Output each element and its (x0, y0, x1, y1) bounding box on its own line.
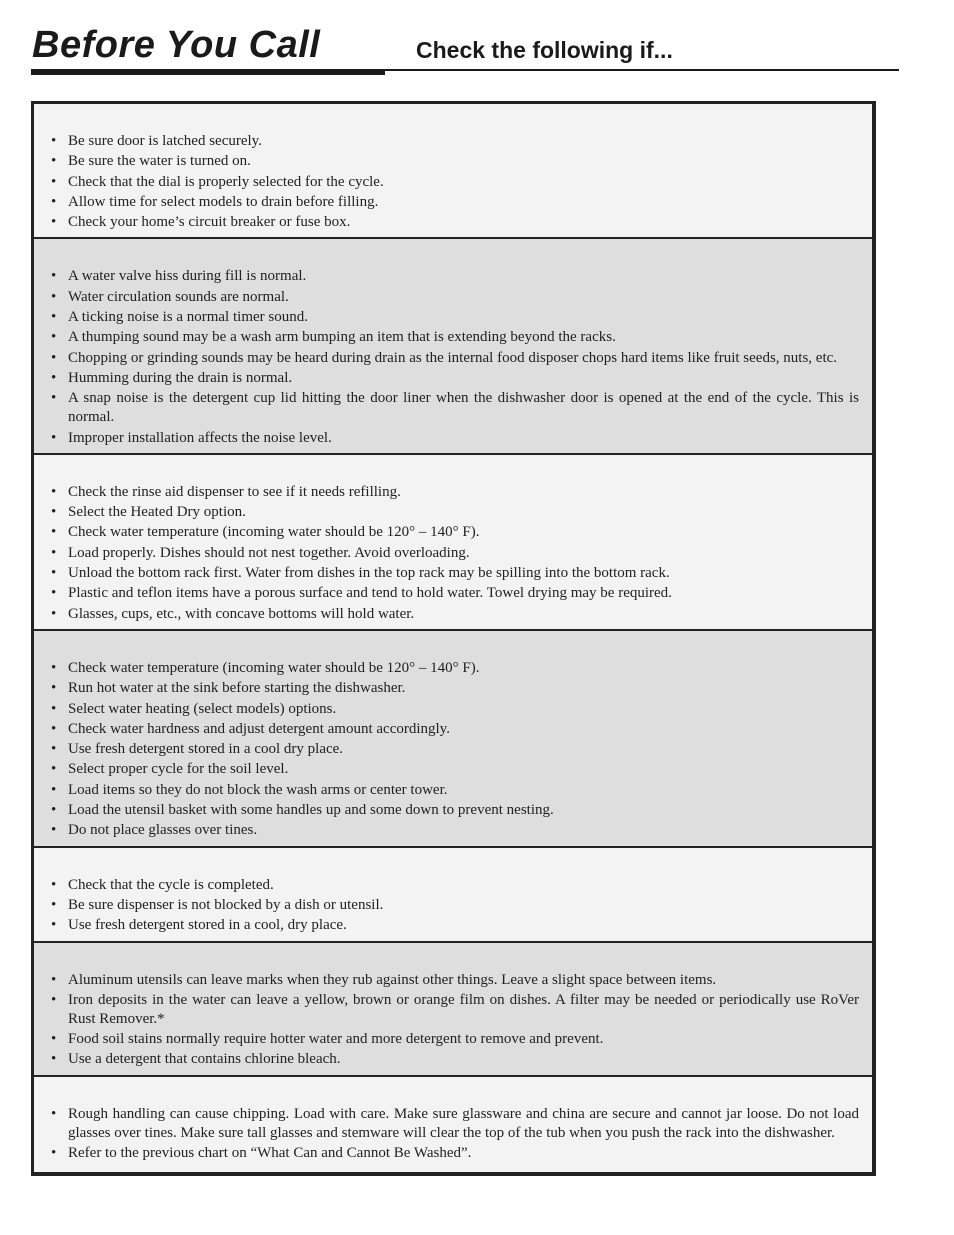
list-item: • Glasses, cups, etc., with concave bottoms will hold water. (48, 605, 859, 624)
list-item: • Select water heating (select models) options. (48, 700, 859, 719)
checklist (48, 483, 859, 624)
list-item: • Load properly. Dishes should not nest together. Avoid overloading. (48, 544, 859, 563)
list-item: • Be sure dispenser is not blocked by a dish or utensil. (48, 896, 859, 915)
list-item: • Be sure door is latched securely. (48, 132, 859, 151)
list-item: • A water valve hiss during fill is normal. (48, 267, 859, 286)
list-item: • Load items so they do not block the wash arms or center tower. (48, 781, 859, 800)
list-item: • Rough handling can cause chipping. Load with care. Make sure glassware and china are secure and cannot jar loose. Do not load glasses over tines. Make sure tall glasses and stemware will clear the top of the tub when you push the rack into the dishwasher. (48, 1105, 859, 1143)
page-title: Before You Call (32, 24, 321, 66)
list-item: • Check that the cycle is completed. (48, 876, 859, 895)
section-chipping (34, 1077, 872, 1173)
list-item: • Food soil stains normally require hotter water and more detergent to remove and prevent. (48, 1030, 859, 1049)
troubleshooting-table (31, 101, 876, 1176)
section-wont-run (34, 104, 872, 239)
list-item: • Check your home’s circuit breaker or fuse box. (48, 213, 859, 232)
section-noise (34, 239, 872, 454)
list-item: • Chopping or grinding sounds may be heard during drain as the internal food disposer chops hard items like fruit seeds, nuts, etc. (48, 349, 859, 368)
title-underline (31, 69, 385, 75)
list-item: • Use a detergent that contains chlorine bleach. (48, 1050, 859, 1069)
section-detergent (34, 848, 872, 943)
list-item: • Check that the dial is properly selected for the cycle. (48, 173, 859, 192)
list-item: • Run hot water at the sink before starting the dishwasher. (48, 679, 859, 698)
list-item: • Use fresh detergent stored in a cool, dry place. (48, 916, 859, 935)
list-item: • Iron deposits in the water can leave a yellow, brown or orange film on dishes. A filter may be needed or periodically use RoVer Rust Remover.* (48, 991, 859, 1029)
list-item: • A thumping sound may be a wash arm bumping an item that is extending beyond the racks. (48, 328, 859, 347)
list-item: • Improper installation affects the noise level. (48, 429, 859, 448)
list-item: • Check water hardness and adjust detergent amount accordingly. (48, 720, 859, 739)
subtitle-rule (385, 69, 899, 71)
list-item: • Refer to the previous chart on “What Can and Cannot Be Washed”. (48, 1144, 859, 1163)
list-item: • Humming during the drain is normal. (48, 369, 859, 388)
list-item: • A snap noise is the detergent cup lid hitting the door liner when the dishwasher door is opened at the end of the cycle. This is normal. (48, 389, 859, 427)
section-stains (34, 943, 872, 1077)
checklist (48, 659, 859, 840)
page-header (0, 0, 954, 100)
checklist (48, 132, 859, 232)
page-subtitle: Check the following if... (416, 37, 673, 63)
list-item: • Allow time for select models to drain before filling. (48, 193, 859, 212)
checklist (48, 971, 859, 1070)
list-item: • Aluminum utensils can leave marks when they rub against other things. Leave a slight space between items. (48, 971, 859, 990)
section-washing (34, 631, 872, 848)
list-item: • Do not place glasses over tines. (48, 821, 859, 840)
section-drying (34, 455, 872, 631)
list-item: • Use fresh detergent stored in a cool dry place. (48, 740, 859, 759)
checklist (48, 267, 859, 447)
checklist (48, 1105, 859, 1163)
list-item: • Load the utensil basket with some handles up and some down to prevent nesting. (48, 801, 859, 820)
list-item: • A ticking noise is a normal timer sound. (48, 308, 859, 327)
list-item: • Check water temperature (incoming water should be 120° – 140° F). (48, 523, 859, 542)
list-item: • Select the Heated Dry option. (48, 503, 859, 522)
list-item: • Be sure the water is turned on. (48, 152, 859, 171)
checklist (48, 876, 859, 936)
list-item: • Check the rinse aid dispenser to see if it needs refilling. (48, 483, 859, 502)
list-item: • Plastic and teflon items have a porous surface and tend to hold water. Towel drying may be required. (48, 584, 859, 603)
list-item: • Unload the bottom rack first. Water from dishes in the top rack may be spilling into the bottom rack. (48, 564, 859, 583)
list-item: • Water circulation sounds are normal. (48, 288, 859, 307)
list-item: • Select proper cycle for the soil level. (48, 760, 859, 779)
list-item: • Check water temperature (incoming water should be 120° – 140° F). (48, 659, 859, 678)
